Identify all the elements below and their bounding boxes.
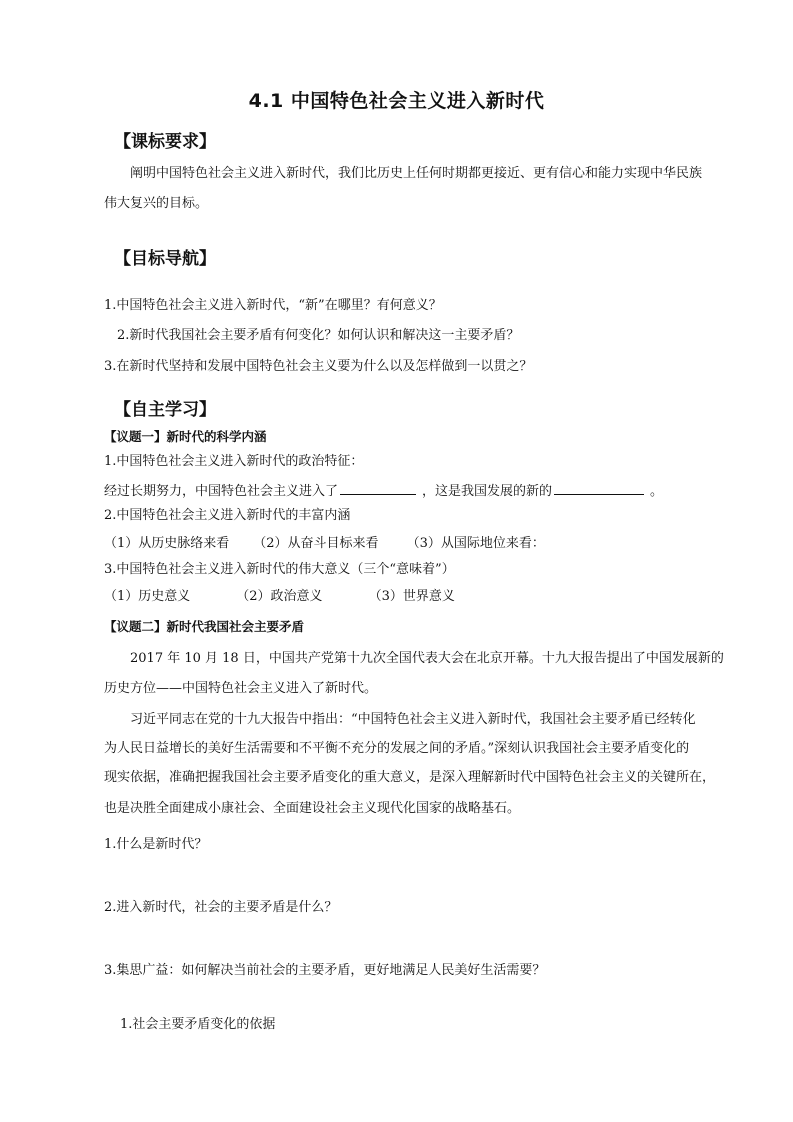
topic1-q3-options [104,588,455,606]
answer-blank-2[interactable] [554,480,644,495]
answer-blank-1[interactable] [340,480,416,495]
topic2-question-1: 1.什么是新时代？ [104,837,208,852]
page-title: 4.1 中国特色社会主义进入新时代 [248,90,545,112]
section-heading-kebiao: 【课标要求】 [114,132,216,152]
topic2-sub-1: 1.社会主要矛盾变化的依据 [120,1017,276,1032]
topic2-para2-line3: 现实依据，准确把握我国社会主要矛盾变化的重大意义，是深入理解新时代中国特色社会主义的关键所在， [104,770,716,785]
q3-option-3: （3）世界意义 [368,589,455,604]
topic1-q2: 2.中国特色社会主义进入新时代的丰富内涵 [104,508,351,523]
mubiao-item-3: 3.在新时代坚持和发展中国特色社会主义要为什么以及怎样做到一以贯之？ [104,359,533,374]
topic1-heading: 【议题一】新时代的科学内涵 [104,429,267,444]
fill-text-b: ，这是我国发展的新的 [422,484,553,499]
topic2-question-3: 3.集思广益：如何解决当前社会的主要矛盾，更好地满足人民美好生活需要？ [104,963,546,978]
mubiao-item-1: 1.中国特色社会主义进入新时代，“新”在哪里？有何意义？ [104,298,442,313]
q3-option-1: （1）历史意义 [104,589,191,604]
topic2-para2-line2: 为人民日益增长的美好生活需要和不平衡不充分的发展之间的矛盾。”深刻认识我国社会主要矛盾变化的 [104,741,690,756]
topic1-q2-options [104,535,545,553]
topic2-question-2: 2.进入新时代，社会的主要矛盾是什么？ [104,900,338,915]
topic1-q3: 3.中国特色社会主义进入新时代的伟大意义（三个“意味着”） [104,562,455,577]
fill-text-a: 经过长期努力，中国特色社会主义进入了 [104,484,339,499]
q3-option-2: （2）政治意义 [236,589,323,604]
topic2-heading: 【议题二】新时代我国社会主要矛盾 [104,619,305,634]
q2-option-3: （3）从国际地位来看： [406,536,545,551]
mubiao-item-2: 2.新时代我国社会主要矛盾有何变化？如何认识和解决这一主要矛盾？ [117,328,520,343]
topic1-q1: 1.中国特色社会主义进入新时代的政治特征： [104,454,364,469]
q2-option-2: （2）从奋斗目标来看 [253,536,379,551]
kebiao-text-line1: 阐明中国特色社会主义进入新时代，我们比历史上任何时期都更接近、更有信心和能力实现中华民族 [130,166,703,181]
kebiao-text-line2: 伟大复兴的目标。 [104,196,209,211]
topic2-para2-line1: 习近平同志在党的十九大报告中指出：“中国特色社会主义进入新时代，我国社会主要矛盾已经转化 [130,712,696,727]
q2-option-1: （1）从历史脉络来看 [104,536,230,551]
topic2-para1-line1: 2017 年 10 月 18 日，中国共产党第十九次全国代表大会在北京开幕。十九大报告提出了中国发展新的 [130,651,724,666]
topic2-para1-line2: 历史方位——中国特色社会主义进入了新时代。 [104,681,378,696]
topic2-para2-line4: 也是决胜全面建成小康社会、全面建设社会主义现代化国家的战略基石。 [104,801,521,816]
section-heading-mubiao: 【目标导航】 [114,249,216,269]
fill-text-c: 。 [650,484,664,499]
section-heading-zizhu: 【自主学习】 [114,400,216,420]
topic1-q1-fill-line [104,480,663,501]
